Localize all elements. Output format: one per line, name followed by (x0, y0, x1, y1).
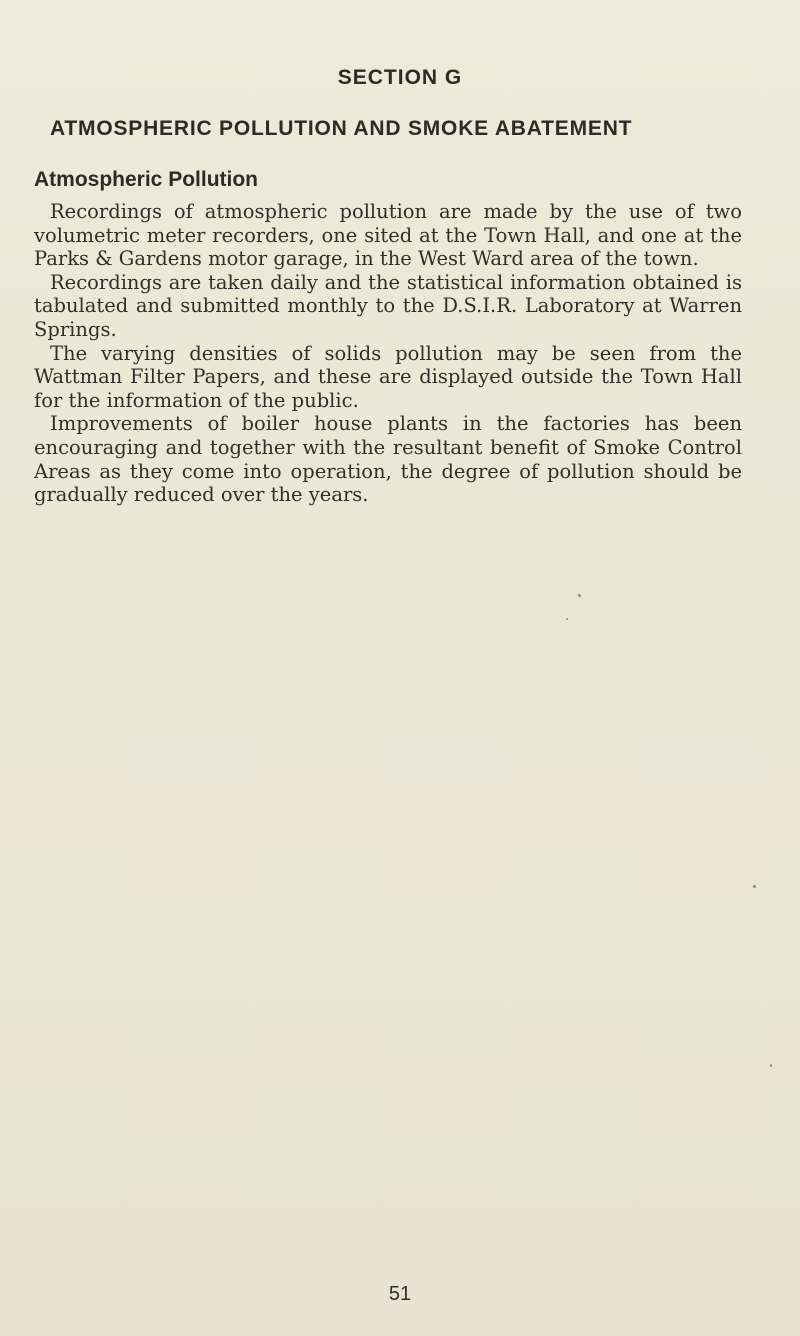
section-heading: SECTION G (337, 66, 463, 89)
print-speck (770, 1064, 772, 1067)
print-speck (566, 618, 568, 620)
body-text (34, 200, 742, 507)
paragraph-recordings: Recordings of atmospheric pollution are made by the use of two volumetric meter recorders, one sited at the Town Hall, and one at the Parks & Gardens motor garage, in the West Ward area of the town. (34, 200, 742, 271)
page-number: 51 (388, 1283, 412, 1305)
print-speck (753, 885, 756, 888)
paragraph-daily-recordings: Recordings are taken daily and the statistical information obtained is tabulated and submitted monthly to the D.S.I.R. Laboratory at Warren Springs. (34, 270, 742, 341)
subsection-heading: Atmospheric Pollution (34, 168, 259, 191)
paragraph-improvements: Improvements of boiler house plants in the factories has been encouraging and together with the resultant benefit of Smoke Control Areas as they come into operation, the degree of pollution should be gradually reduced over the years. (34, 412, 742, 507)
chapter-title: ATMOSPHERIC POLLUTION AND SMOKE ABATEMENT (50, 117, 633, 140)
paragraph-densities: The varying densities of solids pollution may be seen from the Wattman Filter Papers, and these are displayed outside the Town Hall for the information of the public. (34, 341, 742, 412)
print-speck (578, 594, 581, 597)
